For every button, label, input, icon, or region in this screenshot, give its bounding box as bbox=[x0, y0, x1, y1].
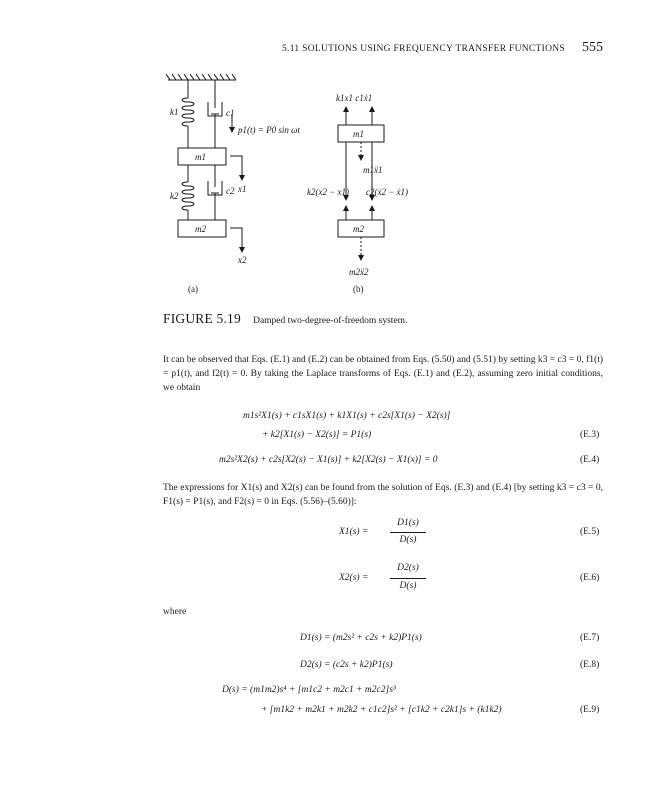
x1-arrow bbox=[230, 156, 242, 180]
equation-e6-numerator: D2(s) bbox=[397, 563, 419, 573]
damper-c1 bbox=[208, 80, 222, 148]
equation-number-e9: (E.9) bbox=[580, 705, 600, 715]
equation-number-e3: (E.3) bbox=[580, 430, 600, 440]
spring-k2 bbox=[182, 165, 194, 220]
paragraph-intro: It can be observed that Eqs. (E.1) and (E.2) can be obtained from Eqs. (5.50) and (5.51) by setting k3 = c3 = 0, f1(t) = p1(t), and f2(t) = 0. By taking the Laplace transforms of Eqs. (E.1) and (E.2), assuming zero initial conditions, we obtain bbox=[163, 355, 603, 393]
label-top-forces: k1x1 c1ẋ1 bbox=[336, 93, 373, 103]
equation-e4: m2s²X2(s) + c2s[X2(s) − X1(s)] + k2[X2(s) − X1(x)] = 0 bbox=[219, 455, 438, 465]
label-m1: m1 bbox=[195, 152, 206, 162]
equation-e8: D2(s) = (c2s + k2)P1(s) bbox=[300, 660, 393, 670]
equation-e9-line2: + [m1k2 + m2k1 + m2k2 + c1c2]s² + [c1k2 + c2k1]s + (k1k2) bbox=[261, 705, 502, 715]
label-k1: k1 bbox=[170, 107, 179, 117]
equation-e6-fraction-bar bbox=[390, 578, 426, 579]
running-header-title: 5.11 SOLUTIONS USING FREQUENCY TRANSFER FUNCTIONS bbox=[282, 44, 566, 54]
equation-e6-denominator: D(s) bbox=[399, 581, 417, 591]
subfigure-a-label: (a) bbox=[188, 284, 198, 294]
label-m2: m2 bbox=[195, 224, 206, 234]
equation-number-e8: (E.8) bbox=[580, 660, 600, 670]
page-number: 555 bbox=[582, 40, 603, 55]
diagram-b-labels bbox=[307, 93, 408, 294]
equation-e9-line1: D(s) = (m1m2)s⁴ + [m1c2 + m2c1 + m2c2]s³ bbox=[222, 685, 396, 695]
label-inertia1: m1ẍ1 bbox=[363, 165, 383, 175]
figure-caption bbox=[163, 311, 407, 327]
equation-number-e7: (E.7) bbox=[580, 633, 600, 643]
label-force: p1(t) = P0 sin ωt bbox=[238, 125, 300, 135]
equation-number-e5: (E.5) bbox=[580, 527, 600, 537]
label-x1: x1 bbox=[238, 184, 247, 194]
equation-number-e4: (E.4) bbox=[580, 455, 600, 465]
ground-hatch bbox=[166, 74, 236, 80]
subfigure-b-label: (b) bbox=[353, 284, 364, 294]
label-k2: k2 bbox=[170, 191, 179, 201]
equation-e3-line2: + k2[X1(s) − X2(s)] = P1(s) bbox=[262, 430, 372, 440]
label-c2: c2 bbox=[226, 186, 235, 196]
paragraph-solution: The expressions for X1(s) and X2(s) can be found from the solution of Eqs. (E.3) and (E.4) [by setting k3 = c3 = 0, F1(s) = P1(s), and F2(s) = 0 in Eqs. (5.56)–(5.60)]: bbox=[163, 483, 603, 507]
label-fbd-m1: m1 bbox=[353, 129, 364, 139]
figure-caption-text: Damped two-degree-of-freedom system. bbox=[253, 316, 408, 326]
figure-two-dof-system bbox=[150, 70, 420, 300]
label-fbd-m2: m2 bbox=[353, 224, 364, 234]
equation-e6-lhs: X2(s) = bbox=[339, 573, 369, 583]
equation-number-e6: (E.6) bbox=[580, 573, 600, 583]
x2-arrow bbox=[230, 228, 242, 252]
equation-e5-numerator: D1(s) bbox=[397, 518, 419, 528]
diagram-a-labels bbox=[170, 107, 300, 294]
equation-e5-denominator: D(s) bbox=[399, 535, 417, 545]
figure-caption-label: FIGURE 5.19 bbox=[163, 311, 241, 326]
where-label: where bbox=[163, 607, 187, 617]
label-x2: x2 bbox=[238, 255, 247, 265]
label-inertia2: m2ẍ2 bbox=[349, 267, 369, 277]
label-c1: c1 bbox=[226, 108, 235, 118]
label-spring-force: k2(x2 − x1) bbox=[307, 187, 350, 197]
spring-k1 bbox=[182, 80, 194, 148]
equation-e3-line1: m1s²X1(s) + c1sX1(s) + k1X1(s) + c2s[X1(s) − X2(s)] bbox=[243, 411, 451, 421]
equation-e7: D1(s) = (m2s² + c2s + k2)P1(s) bbox=[300, 633, 422, 643]
damper-c2 bbox=[208, 165, 222, 220]
equation-e5-lhs: X1(s) = bbox=[339, 527, 369, 537]
label-damper-force: c2(ẋ2 − ẋ1) bbox=[366, 187, 409, 197]
equation-e5-fraction-bar bbox=[390, 532, 426, 533]
